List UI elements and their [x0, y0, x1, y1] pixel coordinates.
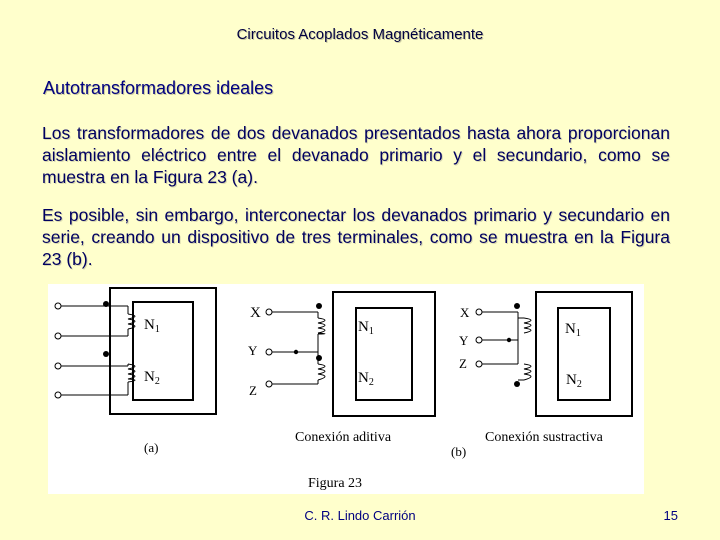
terminal-additive-x	[266, 309, 272, 315]
polarity-dot-additive-n2	[316, 355, 322, 361]
terminal-additive-y	[266, 349, 272, 355]
paragraph-2: Es posible, sin embargo, interconectar los devanados primario y secundario en serie, creando un dispositivo de tres terminales, como se muestra en la Figura 23 (b).	[42, 205, 670, 269]
label-b-caption: (b)	[451, 444, 467, 459]
core-subtractive	[536, 292, 632, 416]
label-subtractive-n1: $N_1$	[565, 321, 581, 339]
terminal-a-2	[55, 333, 61, 339]
label-subtractive-n2: $N_2$	[566, 372, 582, 390]
label-subtractive-z: Z	[459, 356, 467, 371]
figure-23-diagram	[48, 284, 644, 494]
paragraph-1: Los transformadores de dos devanados presentados hasta ahora proporcionan aislamiento eléctrico entre el devanado primario y el secundario, como se muestra en la Figura 23 (a).	[42, 123, 670, 187]
terminal-subtractive-z	[476, 361, 482, 367]
label-additive-z: Z	[249, 383, 257, 398]
label-subtractive-x: X	[460, 305, 470, 320]
terminal-a-3	[55, 363, 61, 369]
label-a-caption: (a)	[144, 440, 159, 455]
section-title: Autotransformadores ideales	[43, 78, 274, 98]
core-a-window	[133, 302, 193, 400]
figure-caption: Figura 23	[308, 476, 363, 491]
polarity-dot-subtractive-n1	[514, 303, 520, 309]
terminal-subtractive-y	[476, 337, 482, 343]
polarity-dot-subtractive-n2	[514, 381, 520, 387]
terminal-a-1	[55, 303, 61, 309]
coil-subtractive-n1	[524, 318, 531, 333]
footer-author: C. R. Lindo Carrión	[304, 508, 416, 523]
junction-additive	[294, 350, 298, 354]
coil-additive-n1	[318, 318, 325, 334]
label-a-n2: $N_2$	[144, 369, 160, 387]
label-additive-y: Y	[248, 343, 258, 358]
page-number: 15	[663, 508, 678, 523]
label-subtractive-y: Y	[459, 333, 469, 348]
junction-subtractive	[507, 338, 511, 342]
transformer-subtractive	[482, 292, 632, 416]
label-a-n1: $N_1$	[144, 317, 160, 335]
label-subtractive-connection: Conexión sustractiva	[485, 430, 603, 445]
terminal-a-4	[55, 392, 61, 398]
label-additive-n2: $N_2$	[358, 370, 374, 388]
slide-header-title: Circuitos Acoplados Magnéticamente	[236, 26, 484, 43]
polarity-dot-a-n1	[103, 301, 109, 307]
coil-additive-n2	[318, 364, 325, 380]
label-additive-n1: $N_1$	[358, 319, 374, 337]
transformer-a	[61, 288, 216, 414]
label-additive-x: X	[250, 305, 261, 321]
terminal-additive-z	[266, 381, 272, 387]
coil-subtractive-n2	[524, 364, 531, 380]
polarity-dot-additive-n1	[316, 303, 322, 309]
terminal-subtractive-x	[476, 309, 482, 315]
core-additive	[333, 292, 435, 416]
label-additive-connection: Conexión aditiva	[295, 430, 392, 445]
figure-23	[48, 284, 644, 494]
polarity-dot-a-n2	[103, 351, 109, 357]
